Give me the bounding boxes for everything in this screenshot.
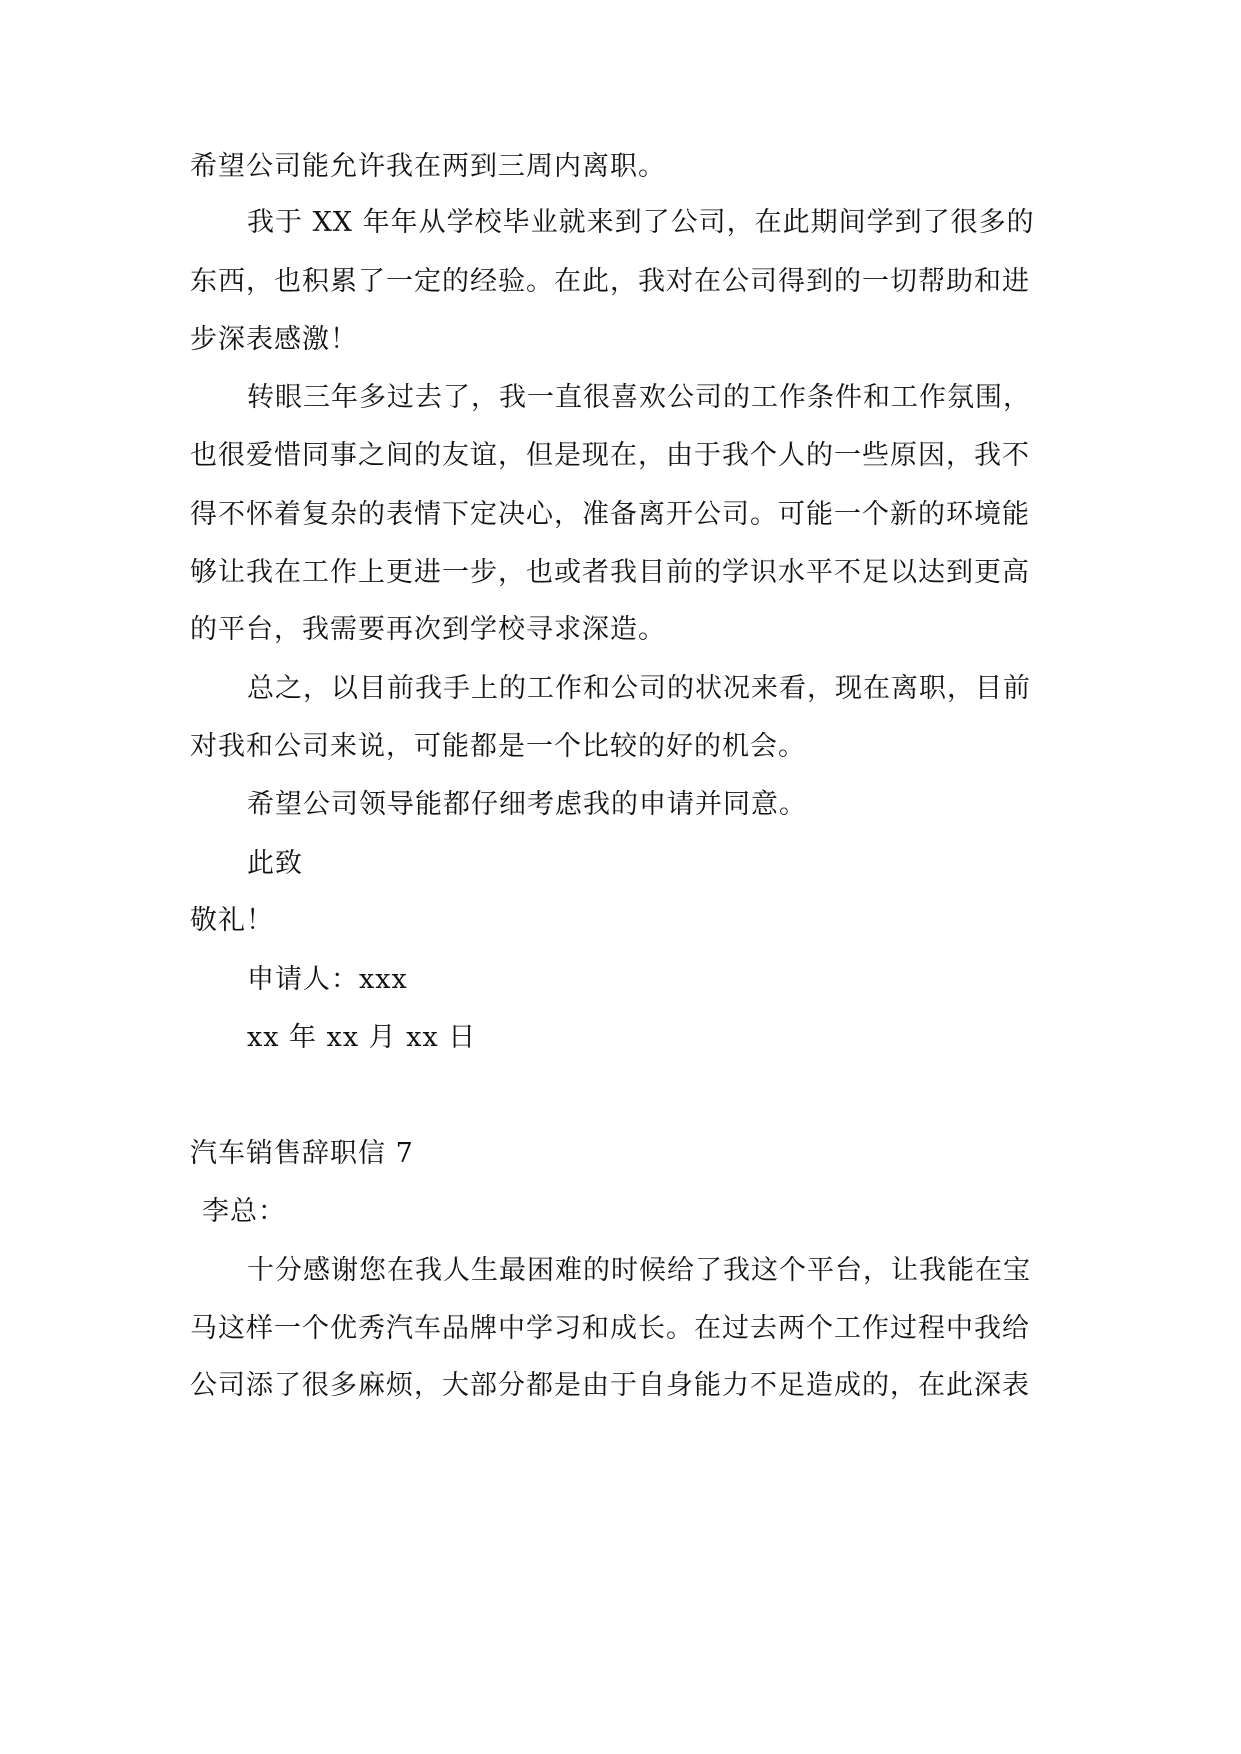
closing-salutation: 此致: [247, 848, 303, 879]
paragraph-line: 的平台，我需要再次到学校寻求深造。: [190, 614, 666, 645]
paragraph-line: 希望公司能允许我在两到三周内离职。: [190, 151, 666, 182]
paragraph-line: 得不怀着复杂的表情下定决心，准备离开公司。可能一个新的环境能: [190, 499, 1030, 530]
letter-date: xx 年 xx 月 xx 日: [247, 1022, 477, 1053]
paragraph-line: 够让我在工作上更进一步，也或者我目前的学识水平不足以达到更高: [190, 557, 1030, 588]
paragraph-line: 公司添了很多麻烦，大部分都是由于自身能力不足造成的，在此深表: [190, 1370, 1030, 1401]
paragraph-line: 马这样一个优秀汽车品牌中学习和成长。在过去两个工作过程中我给: [190, 1313, 1030, 1344]
letter-title: 汽车销售辞职信 7: [190, 1138, 414, 1169]
closing-regards: 敬礼！: [190, 905, 274, 936]
letter-greeting: 李总：: [202, 1196, 286, 1227]
paragraph-line: 转眼三年多过去了，我一直很喜欢公司的工作条件和工作氛围，: [247, 382, 1031, 413]
applicant-signature: 申请人：xxx: [247, 964, 408, 995]
paragraph-line: 我于 XX 年年从学校毕业就来到了公司，在此期间学到了很多的: [247, 207, 1035, 238]
paragraph-line: 十分感谢您在我人生最困难的时候给了我这个平台，让我能在宝: [247, 1255, 1031, 1286]
paragraph-line: 希望公司领导能都仔细考虑我的申请并同意。: [247, 789, 807, 820]
paragraph-line: 步深表感激！: [190, 324, 358, 355]
paragraph-line: 东西，也积累了一定的经验。在此，我对在公司得到的一切帮助和进: [190, 266, 1030, 297]
paragraph-line: 总之，以目前我手上的工作和公司的状况来看，现在离职，目前: [247, 673, 1031, 704]
paragraph-line: 对我和公司来说，可能都是一个比较的好的机会。: [190, 731, 806, 762]
paragraph-line: 也很爱惜同事之间的友谊，但是现在，由于我个人的一些原因，我不: [190, 440, 1030, 471]
